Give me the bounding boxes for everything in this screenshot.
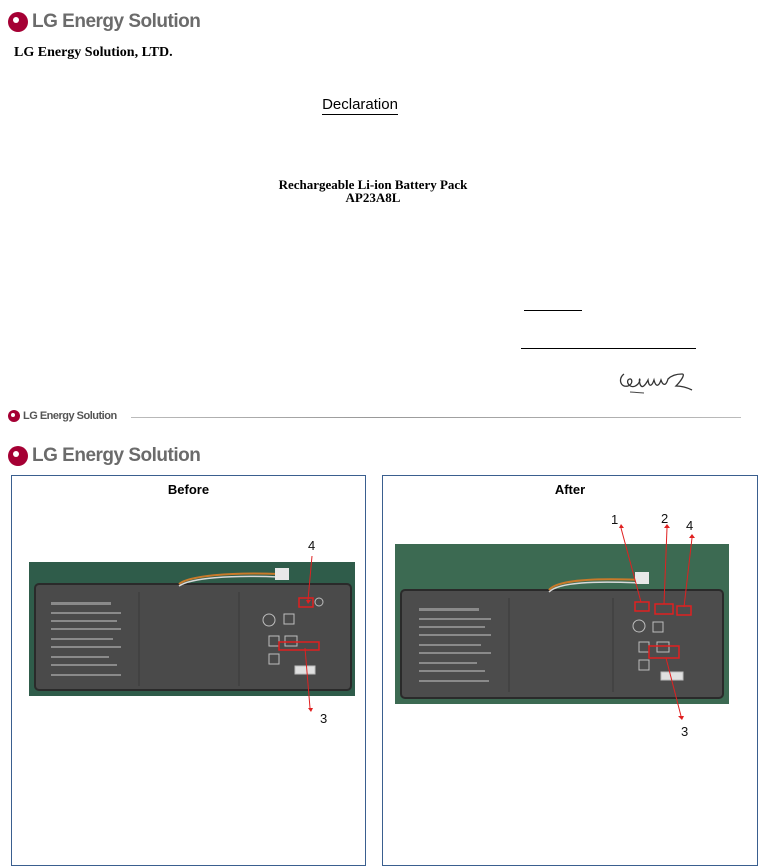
declaration-title: Declaration	[322, 96, 398, 113]
before-panel	[11, 475, 366, 866]
callout-4-before: 4	[308, 538, 316, 553]
callout-arrows-after	[383, 476, 759, 867]
callout-arrows-before	[12, 476, 367, 867]
footer-brand-name: LG Energy Solution	[23, 410, 117, 422]
handwritten-signature	[616, 362, 700, 398]
callout-1-after: 1	[611, 512, 619, 527]
brand-name: LG Energy Solution	[32, 11, 201, 32]
footer-logo	[8, 410, 117, 422]
date-line	[524, 310, 582, 311]
lg-logo-icon	[8, 446, 28, 466]
lg-logo-icon	[8, 12, 28, 32]
declaration-heading	[0, 96, 720, 113]
callout-3-after: 3	[681, 724, 689, 739]
after-title: After	[554, 482, 586, 497]
after-panel	[382, 475, 758, 866]
before-title: Before	[167, 482, 210, 497]
product-title	[0, 178, 746, 204]
brand-name-page2: LG Energy Solution	[32, 445, 201, 466]
lg-logo-icon	[8, 410, 20, 422]
callout-2-after: 2	[661, 511, 669, 526]
lg-energy-solution-logo-page2	[8, 445, 200, 467]
callout-3-before: 3	[320, 711, 328, 726]
signature-line	[521, 348, 696, 349]
company-name: LG Energy Solution, LTD.	[14, 45, 173, 60]
callout-4-after: 4	[686, 518, 694, 533]
product-model: AP23A8L	[345, 190, 401, 205]
footer-divider	[131, 417, 741, 418]
product-description: Rechargeable Li-ion Battery Pack	[278, 177, 468, 192]
lg-energy-solution-logo	[8, 11, 200, 33]
